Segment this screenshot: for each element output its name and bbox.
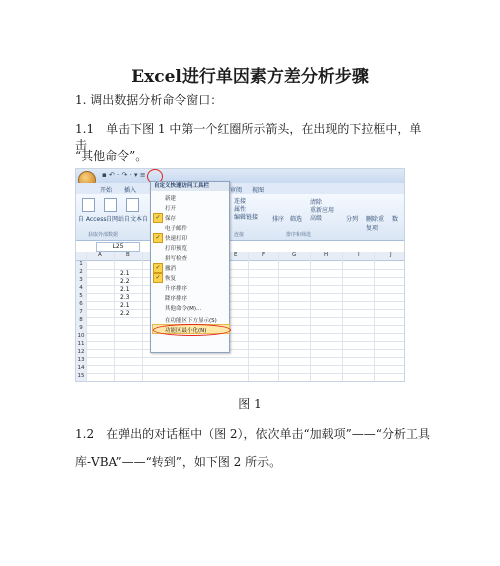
- grid-hline: [86, 317, 404, 318]
- checkmark-icon: ✓: [153, 263, 163, 273]
- menu-item[interactable]: 保存: [165, 216, 177, 222]
- row-header: 10: [77, 333, 85, 339]
- col-j: J: [390, 252, 392, 258]
- tab-view: 视图: [252, 187, 265, 194]
- grid-hline: [86, 365, 404, 366]
- step-1-1-text: 1.1 单击下图 1 中第一个红圈所示箭头，在出现的下拉框中，单击: [75, 122, 422, 152]
- grid-hline: [86, 349, 404, 350]
- col-a: A: [98, 252, 102, 258]
- grid-hline: [86, 373, 404, 374]
- cell-b-value: 2.1: [120, 270, 130, 277]
- quick-access-toolbar: ▪ ↶ · ↷ · ▾ ≡: [102, 171, 146, 179]
- grid-hline: [86, 381, 404, 382]
- grid-hline: [86, 269, 404, 270]
- excel-screenshot: [75, 168, 405, 382]
- grid-hline: [86, 333, 404, 334]
- col-i: I: [358, 252, 360, 258]
- row-header: 3: [76, 277, 86, 285]
- tab-review: 审阅: [230, 187, 243, 194]
- menu-item[interactable]: 快速打印: [165, 236, 188, 242]
- step-1-2-text: 1.2 在弹出的对话框中（图 2），依次单击“加载项”——“分析工具库-VBA”——“转到”，如下图 2 所示。: [75, 427, 430, 469]
- cell-b-value: 2.2: [120, 310, 130, 317]
- cell-b-value: 2.1: [120, 286, 130, 293]
- ribbon-reapply: 重新应用: [310, 207, 335, 214]
- col-g: G: [292, 252, 297, 258]
- document-title: Excel进行单因素方差分析步骤: [131, 67, 369, 87]
- menu-item[interactable]: 打印预览: [165, 246, 188, 252]
- ribbon-from: 自: [142, 216, 149, 223]
- column-headers: [76, 252, 404, 261]
- name-box: L25: [96, 242, 140, 252]
- col-b: B: [126, 252, 130, 258]
- row-header: 6: [76, 301, 86, 309]
- ribbon-data-more: 数: [392, 216, 399, 223]
- menu-item[interactable]: 新建: [165, 196, 177, 202]
- ribbon-clear: 清除: [310, 199, 323, 206]
- group-connections: 连接: [234, 232, 245, 238]
- ribbon-connections: 连接: [234, 198, 247, 205]
- menu-item[interactable]: 功能区最小化(N): [165, 328, 207, 334]
- cell-b-value: 2.3: [120, 294, 130, 301]
- ribbon-text: 自文本: [124, 216, 143, 223]
- menu-item[interactable]: 拼写检查: [165, 256, 188, 262]
- row-header: 1: [76, 261, 86, 269]
- menu-item[interactable]: 电子邮件: [165, 226, 188, 232]
- menu-item[interactable]: 撤消: [165, 266, 177, 272]
- menu-item[interactable]: 恢复: [165, 276, 177, 282]
- cell-b-value: 2.2: [120, 278, 130, 285]
- figure-caption: 图 1: [238, 397, 262, 411]
- ribbon-filter: 筛选: [290, 216, 303, 223]
- row-header: 5: [76, 293, 86, 301]
- menu-title: 自定义快速访问工具栏: [151, 182, 229, 191]
- menu-item[interactable]: 其他命令(M)...: [165, 306, 202, 312]
- grid-hline: [86, 325, 404, 326]
- ribbon-edit-links: 编辑链接: [234, 214, 259, 221]
- row-header: 8: [76, 317, 86, 325]
- grid-hline: [86, 301, 404, 302]
- step-1-heading: 1. 调出数据分析命令窗口：: [75, 93, 223, 107]
- col-f: F: [262, 252, 266, 258]
- row-header: 9: [76, 325, 86, 333]
- step-1-1-text-cont: “其他命令”。: [75, 149, 148, 163]
- row-header: 4: [76, 285, 86, 293]
- ribbon: [76, 194, 404, 241]
- checkmark-icon: ✓: [153, 213, 163, 223]
- cell-b-value: 2.1: [120, 302, 130, 309]
- row-header: 2: [76, 269, 86, 277]
- row-header: 13: [77, 357, 85, 363]
- group-sort-filter: 排序和筛选: [286, 232, 312, 238]
- grid-hline: [86, 309, 404, 310]
- ribbon-text-to-columns: 分列: [346, 216, 359, 223]
- ribbon-web: 自网站: [106, 216, 125, 223]
- ribbon-remove-dupes: 删除重复项: [366, 216, 385, 232]
- menu-item[interactable]: 在功能区下方显示(S): [165, 318, 217, 324]
- tab-home: 开始: [100, 187, 113, 194]
- menu-item[interactable]: 升序排序: [165, 286, 188, 292]
- checkmark-icon: ✓: [153, 273, 163, 283]
- group-get-external-data: 获取外部数据: [88, 232, 119, 238]
- row-header: 12: [77, 349, 85, 355]
- grid-hline: [86, 293, 404, 294]
- tab-insert: 插入: [124, 187, 137, 194]
- ribbon-tabs: [76, 183, 404, 194]
- menu-item[interactable]: 降序排序: [165, 296, 188, 302]
- row-header: 14: [77, 365, 85, 371]
- ribbon-sort: 排序: [272, 216, 285, 223]
- menu-item[interactable]: 打开: [165, 206, 177, 212]
- grid-hline: [86, 357, 404, 358]
- ribbon-access: 自 Access: [78, 216, 107, 223]
- customize-qat-menu: [150, 181, 230, 353]
- grid-hline: [86, 277, 404, 278]
- ribbon-properties: 属性: [234, 206, 247, 213]
- grid-hline: [86, 285, 404, 286]
- access-icon: [82, 198, 95, 212]
- row-header: 11: [77, 341, 85, 347]
- ribbon-advanced: 高级: [310, 215, 323, 222]
- row-header: 15: [77, 373, 85, 379]
- web-icon: [104, 198, 117, 212]
- row-header: 7: [76, 309, 86, 317]
- grid-hline: [86, 341, 404, 342]
- col-e: E: [234, 252, 238, 258]
- checkmark-icon: ✓: [153, 233, 163, 243]
- text-icon: [126, 198, 139, 212]
- col-h: H: [324, 252, 329, 258]
